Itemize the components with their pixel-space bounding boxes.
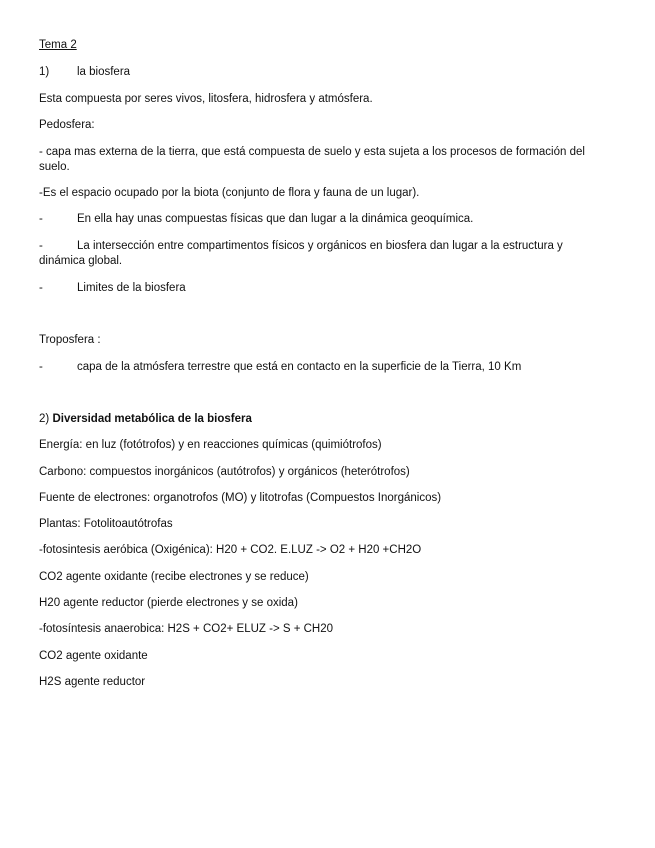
paragraph: -fotosintesis aeróbica (Oxigénica): H20 + CO2. E.LUZ -> O2 + H20 +CH2O xyxy=(39,544,422,556)
list-item xyxy=(39,281,604,296)
list-item-text: En ella hay unas compuestas físicas que dan lugar a la dinámica geoquímica. xyxy=(77,213,474,225)
list-item xyxy=(39,239,604,269)
paragraph: Energía: en luz (fotótrofos) y en reacciones químicas (quimiótrofos) xyxy=(39,439,382,451)
dash-marker: - xyxy=(39,240,43,252)
section-2-heading xyxy=(39,412,604,427)
list-item xyxy=(39,360,604,375)
paragraph: H20 agente reductor (pierde electrones y se oxida) xyxy=(39,597,298,609)
section-2-number: 2) xyxy=(39,413,50,425)
paragraph: -fotosíntesis anaerobica: H2S + CO2+ ELUZ -> S + CH20 xyxy=(39,623,334,635)
dash-marker: - xyxy=(39,282,43,294)
paragraph: Troposfera : xyxy=(39,334,101,346)
section-2-title: Diversidad metabólica de la biosfera xyxy=(52,413,252,425)
section-1-title: la biosfera xyxy=(77,66,131,78)
list-item xyxy=(39,212,604,227)
paragraph: Esta compuesta por seres vivos, litosfera, hidrosfera y atmósfera. xyxy=(39,93,373,105)
paragraph: Plantas: Fotolitoautótrofas xyxy=(39,518,173,530)
paragraph: H2S agente reductor xyxy=(39,676,146,688)
list-item-text: Limites de la biosfera xyxy=(77,282,186,294)
paragraph: Fuente de electrones: organotrofos (MO) y litotrofas (Compuestos Inorgánicos) xyxy=(39,492,442,504)
document-title: Tema 2 xyxy=(39,39,77,51)
paragraph: CO2 agente oxidante xyxy=(39,650,148,662)
paragraph: Carbono: compuestos inorgánicos (autótrofos) y orgánicos (heterótrofos) xyxy=(39,466,410,478)
dash-marker: - xyxy=(39,213,43,225)
paragraph: -Es el espacio ocupado por la biota (conjunto de flora y fauna de un lugar). xyxy=(39,187,420,199)
paragraph: - capa mas externa de la tierra, que está compuesta de suelo y esta sujeta a los procesos de formación del suelo. xyxy=(39,146,585,173)
dash-marker: - xyxy=(39,361,43,373)
paragraph: Pedosfera: xyxy=(39,119,95,131)
paragraph: CO2 agente oxidante (recibe electrones y se reduce) xyxy=(39,571,309,583)
section-1-heading xyxy=(39,65,604,80)
list-item-text: capa de la atmósfera terrestre que está en contacto en la superficie de la Tierra, 10 Km xyxy=(77,361,522,373)
list-item-text: La intersección entre compartimentos físicos y orgánicos en biosfera dan lugar a la estructura y dinámica global. xyxy=(39,240,563,267)
list-marker: 1) xyxy=(39,66,50,78)
